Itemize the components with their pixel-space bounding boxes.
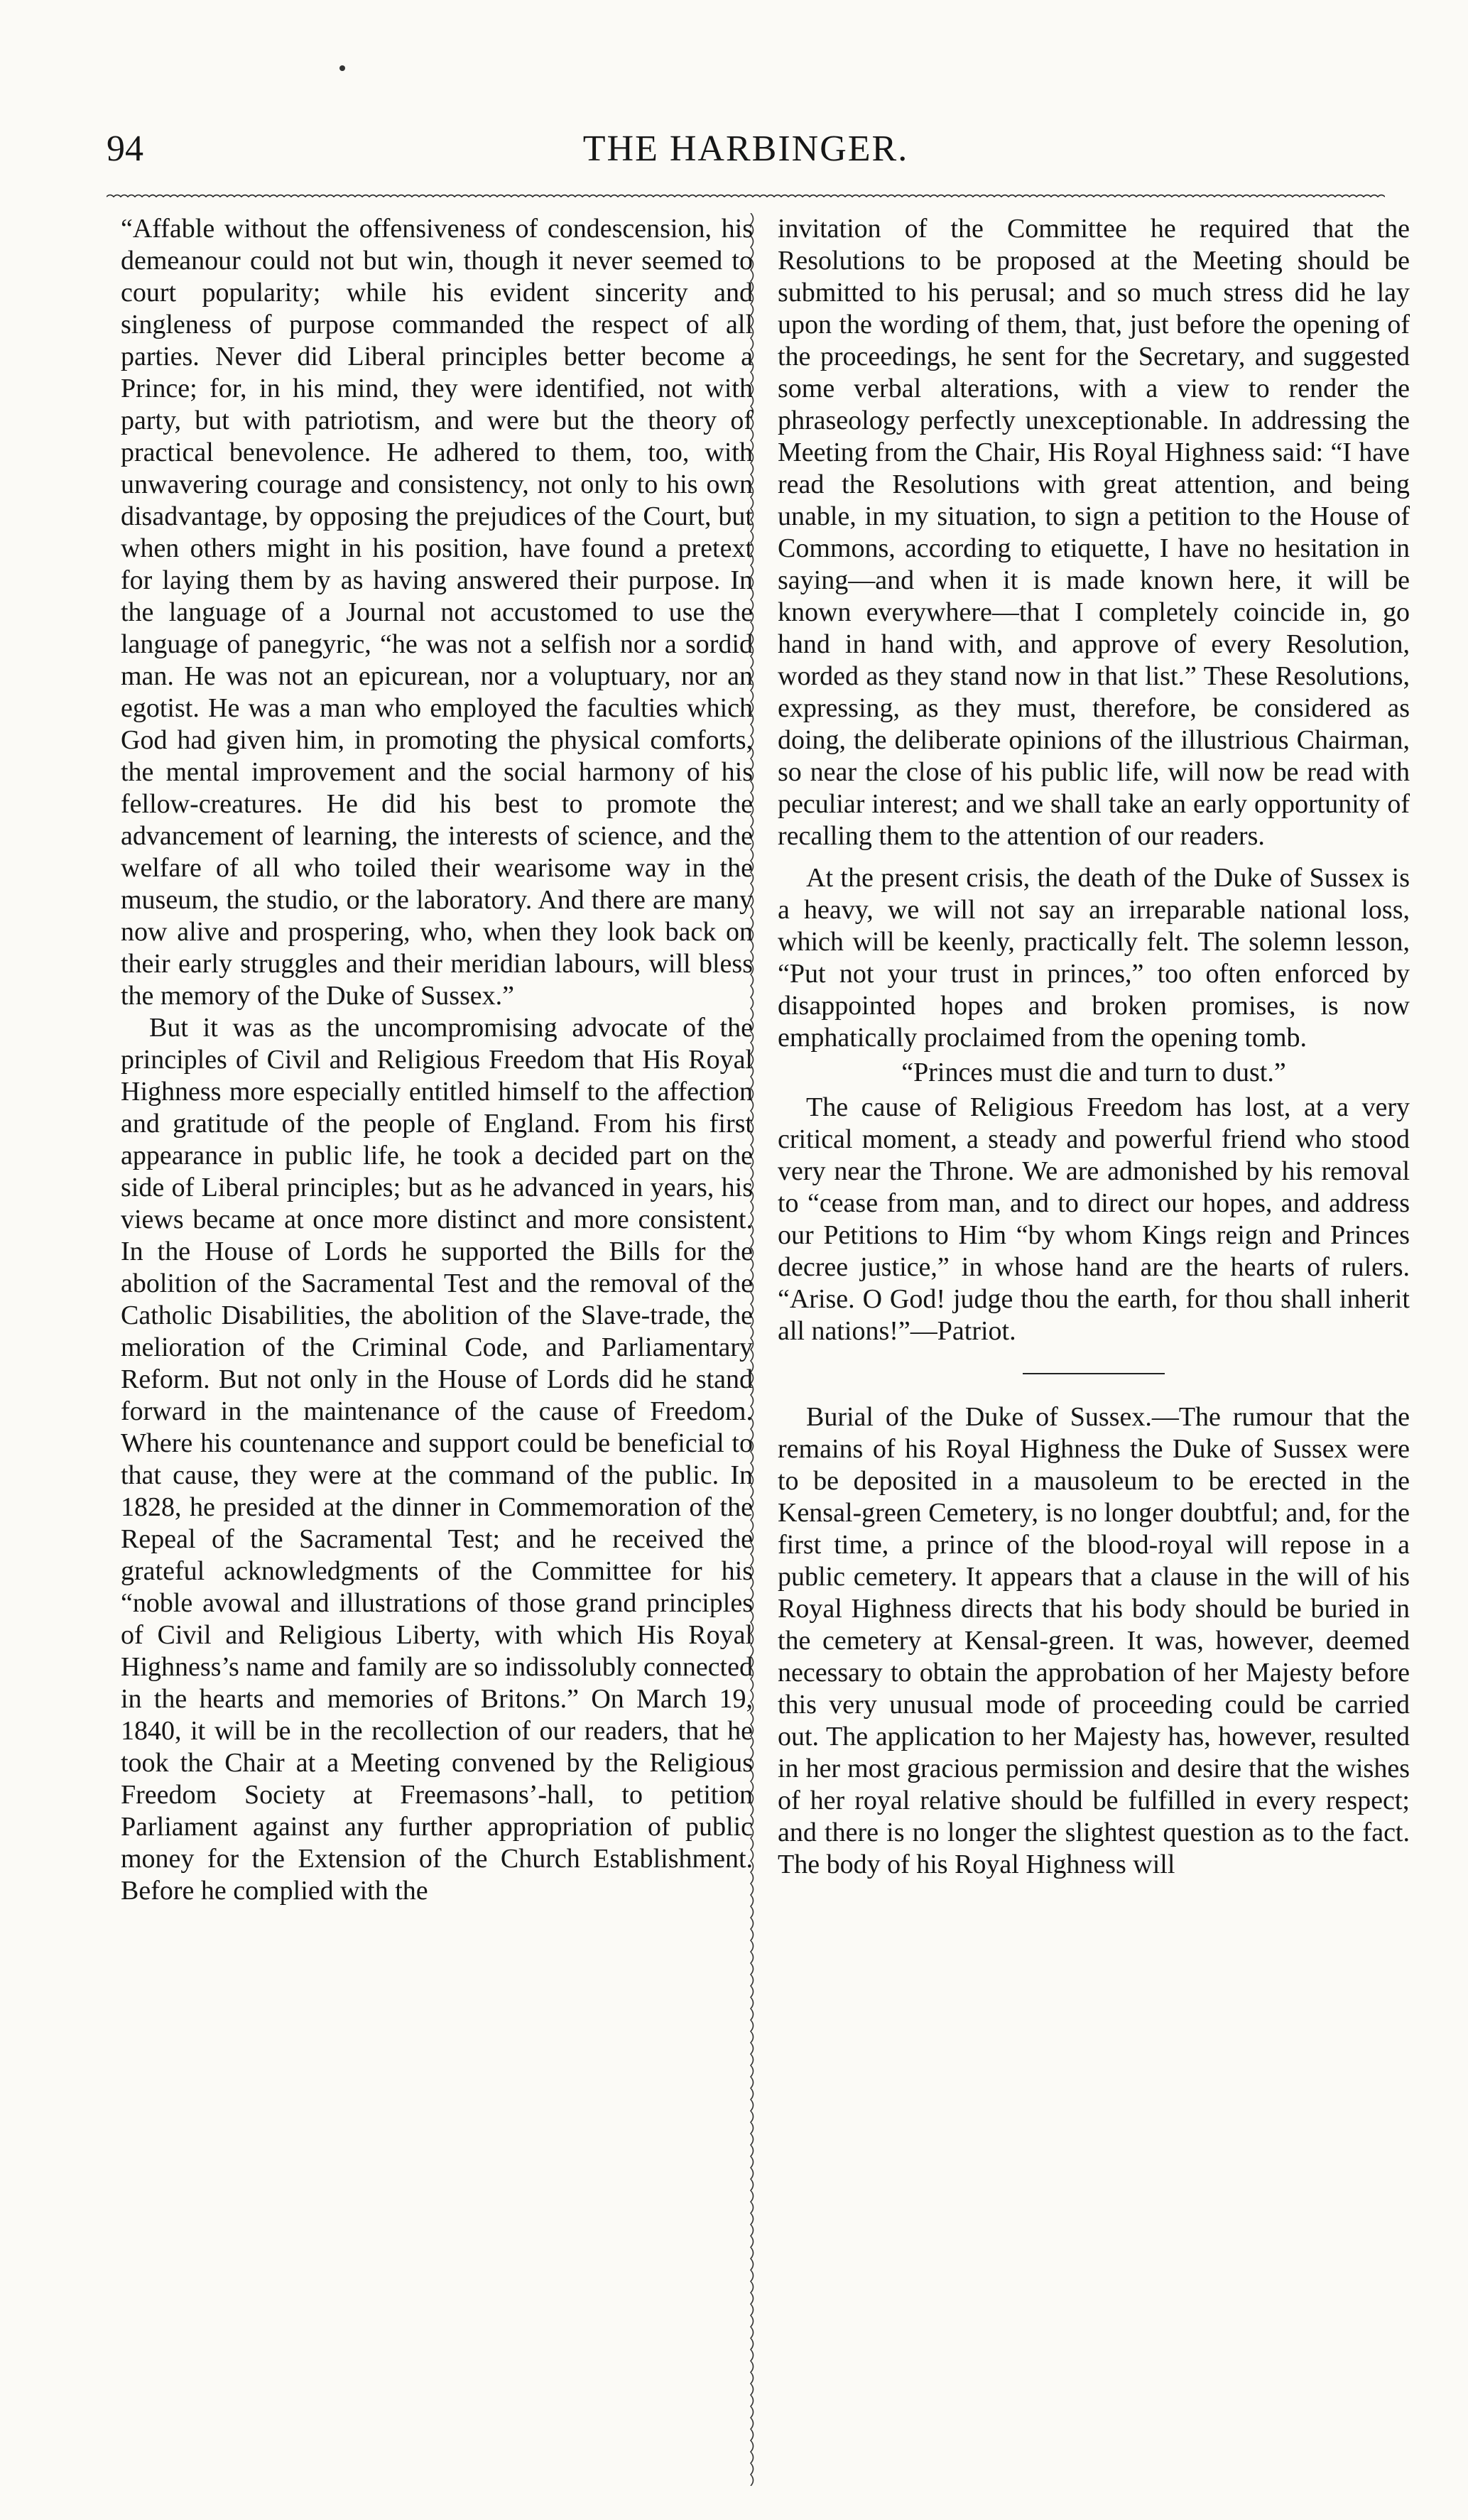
article-paragraph: At the present crisis, the death of the Duke of Sussex is a heavy, we will not say an irreparable national loss, which will be keenly, practically felt. The solemn lesson, “Put not your trust in princes,” too often enforced by disappointed hopes and broken promises, is now emphatically proclaimed from the opening tomb. — [778, 863, 1410, 1053]
running-title: THE HARBINGER. — [582, 129, 909, 169]
article-paragraph: The cause of Religious Freedom has lost, at a very critical moment, a steady and powerful friend who stood very near the Throne. We are admonished by his removal to “cease from man, and to direct our hopes, and address our Petitions to Him “by whom Kings reign and Princes decree justice,” in whose hand are the hearts of rulers. “Arise. O God! judge thou the earth, for thou shall inherit all nations!”—Patriot. — [778, 1092, 1410, 1346]
section-separator — [1023, 1373, 1165, 1374]
right-column — [778, 213, 1410, 1881]
article-paragraph: “Affable without the offensiveness of condescension, his demeanour could not but win, though it never seemed to court popularity; while his evident sincerity and singleness of purpose commanded the respect of all parties. Never did Liberal principles better become a Prince; for, in his mind, they were identified, not with party, but with patriotism, and were but the theory of practical benevolence. He adhered to them, too, with unwavering courage and consistency, not only to his own disadvantage, by opposing the prejudices of the Court, but when others might in his position, have found a pretext for laying them by as having answered their purpose. In the language of a Journal not accustomed to use the language of panegyric, “he was not a selfish nor a sordid man. He was not an epicurean, nor a voluptuary, nor an egotist. He was a man who employed the faculties which God had given him, in promoting the physical comforts, the mental improvement and the social harmony of his fellow-creatures. He did his best to promote the advancement of learning, the interests of science, and the welfare of all who toiled their wearisome way in the museum, the studio, or the laboratory. And there are many now alive and prospering, who, when they look back on their early struggles and their meridian labours, will bless the memory of the Duke of Sussex.” — [121, 214, 753, 1011]
left-column — [121, 213, 753, 1907]
article-paragraph: But it was as the uncompromising advocate of the principles of Civil and Religious Freedom that His Royal Highness more especially entitled himself to the affection and gratitude of the people of England. From his first appearance in public life, he took a decided part on the side of Liberal principles; but as he advanced in years, his views became at once more distinct and more consistent. In the House of Lords he supported the Bills for the abolition of the Sacramental Test and the removal of the Catholic Disabilities, the abolition of the Slave-trade, the melioration of the Criminal Code, and Parliamentary Reform. But not only in the House of Lords did he stand forward in the maintenance of the cause of Freedom. Where his countenance and support could be beneficial to that cause, they were at the command of the public. In 1828, he presided at the dinner in Commemoration of the Repeal of the Sacramental Test; and he received the grateful acknowledgments of the Committee for his “noble avowal and illustrations of those grand principles of Civil and Religious Liberty, with which His Royal Highness’s name and family are so indissolubly connected in the hearts and memories of Britons.” On March 19, 1840, it will be in the recollection of our readers, that he took the Chair at a Meeting convened by the Religious Freedom Society at Freemasons’-hall, to petition Parliament against any further appropriation of public money for the Extension of the Church Establishment. Before he complied with the — [121, 1013, 753, 1906]
verse-quote: “Princes must die and turn to dust.” — [901, 1058, 1286, 1087]
page-number: 94 — [107, 129, 143, 169]
ink-speck — [339, 65, 345, 71]
page-header — [107, 114, 1385, 178]
article-paragraph: invitation of the Committee he required that the Resolutions to be proposed at the Meeting should be submitted to his perusal; and so much stress did he lay upon the wording of them, that, just before the opening of the proceedings, he sent for the Secretary, and suggested some verbal alterations, with a view to render the phraseology perfectly unexceptionable. In addressing the Meeting from the Chair, His Royal Highness said: “I have read the Resolutions with great attention, and being unable, in my situation, to sign a petition to the House of Commons, according to etiquette, I have no hesitation in saying—and when it is made known here, it will be known everywhere—that I completely coincide in, go hand in hand with, and approve of every Resolution, worded as they stand now in that list.” These Resolutions, expressing, as they must, therefore, be considered as doing, the deliberate opinions of the illustrious Chairman, so near the close of his public life, will now be read with peculiar interest; and we shall take an early opportunity of recalling them to the attention of our readers. — [778, 214, 1410, 851]
wavy-header-rule — [107, 193, 1385, 200]
article-paragraph: Burial of the Duke of Sussex.—The rumour that the remains of his Royal Highness the Duke of Sussex were to be deposited in a mausoleum to be erected in the Kensal-green Cemetery, is no longer doubtful; and, for the first time, a prince of the blood-royal will repose in a public cemetery. It appears that a clause in the will of his Royal Highness directs that his body should be buried in the cemetery at Kensal-green. It was, however, deemed necessary to obtain the approbation of her Majesty before this very unusual mode of proceeding could be carried out. The application to her Majesty has, however, resulted in her most gracious permission and desire that the wishes of her royal relative should be fulfilled in every respect; and there is no longer the slightest question as to the fact. The body of his Royal Highness will — [778, 1402, 1410, 1879]
